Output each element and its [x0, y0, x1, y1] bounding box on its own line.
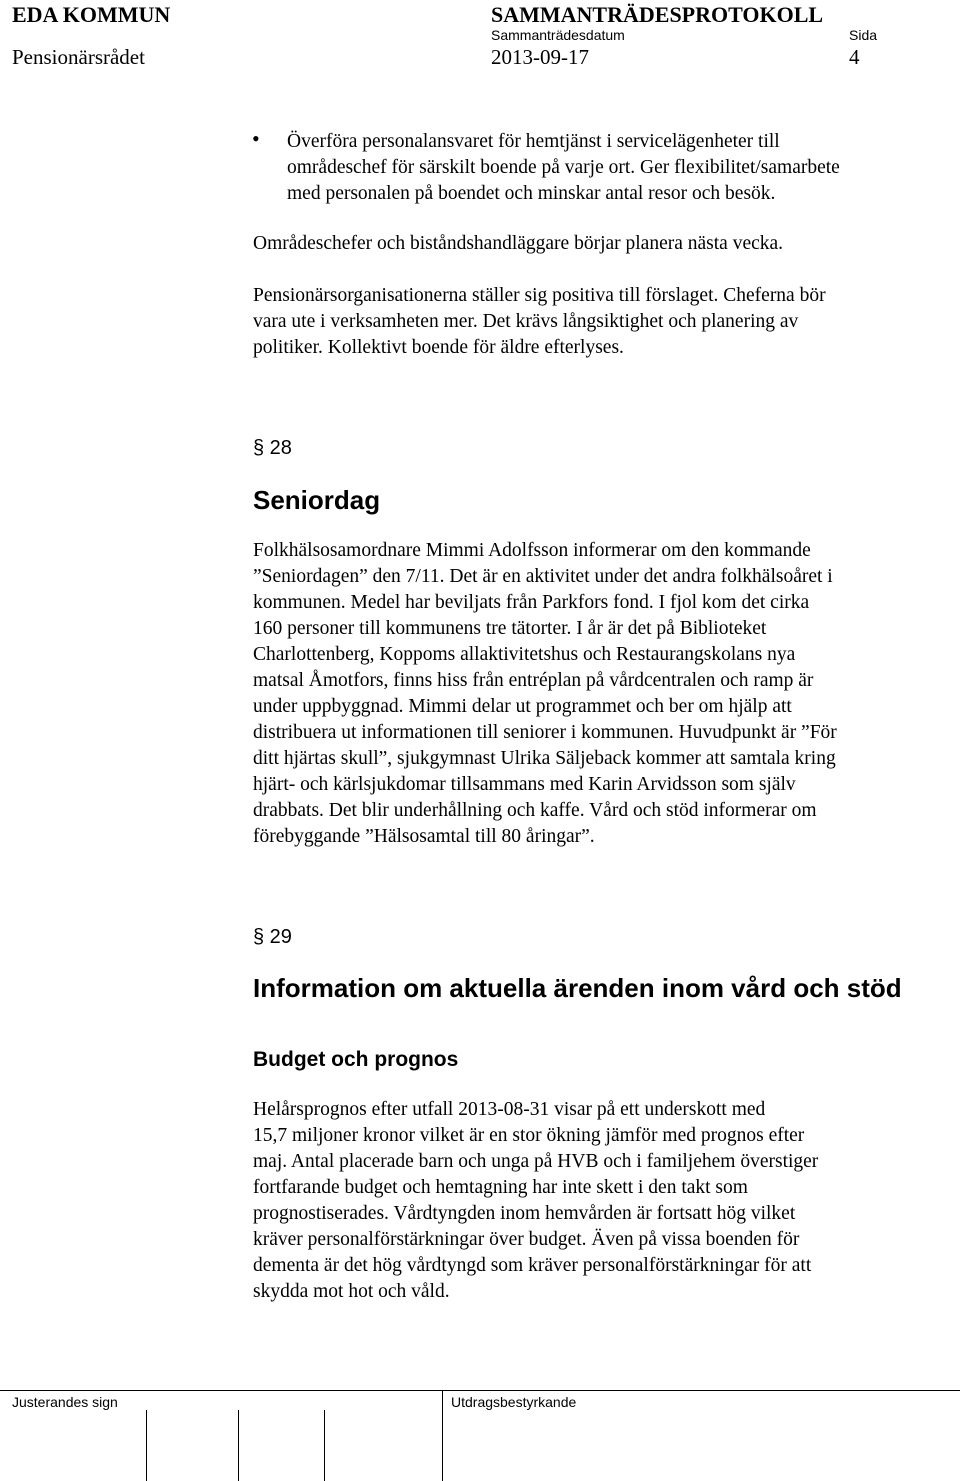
- section-number-28: § 28: [253, 437, 292, 459]
- paragraph-planning: Områdeschefer och biståndshandläggare börjar planera nästa vecka.: [253, 233, 784, 254]
- signature-box-divider-4: [442, 1390, 443, 1481]
- page-label: Sida: [849, 27, 878, 43]
- subsection-title-budget: Budget och prognos: [253, 1048, 459, 1071]
- bullet-marker: •: [252, 126, 260, 151]
- committee-name: Pensionärsrådet: [12, 45, 145, 69]
- section-number-29: § 29: [253, 926, 292, 948]
- section-29-text: Helårsprognos efter utfall 2013-08-31 visar på ett underskott med 15,7 miljoner kronor vilket är en stor ökning jämför med prognos efter maj. Antal placerade barn och unga på HVB och i familjehem överstiger fortfarande budget och hemtagning har inte skett i den takt som prognostiserades. Vårdtyngden inom hemvården är fortsatt hög vilket kräver personalförstärkningar över budget. Även på vissa boenden för dementa är det hög vårdtyngd som kräver personalförstärkningar för att skydda mot hot och våld.: [253, 1099, 819, 1302]
- signature-box-divider-2: [238, 1410, 239, 1481]
- document-type: SAMMANTRÄDESPROTOKOLL: [491, 2, 824, 27]
- page-number: 4: [849, 45, 860, 69]
- footer-divider: [0, 1390, 960, 1391]
- section-28-text: Folkhälsosamordnare Mimmi Adolfsson informerar om den kommande ”Seniordagen” den 7/11. Det är en aktivitet under det andra folkhälsoåret i kommunen. Medel har beviljats från Parkfors fond. I fjol kom det cirka 160 personer till kommunens tre tätorter. I år är det på Biblioteket Charlottenberg, Koppoms allaktivitetshus och Restaurangskolans nya matsal Åmotfors, finns hiss från entréplan på vårdcentralen och ramp är under uppbyggnad. Mimmi delar ut programmet och ber om hjälp att distribuera ut informationen till seniorer i kommunen. Huvudpunkt är ”För ditt hjärtas skull”, sjukgymnast Ulrika Säljeback kommer att samtala kring hjärt- och kärlsjukdomar tillsammans med Karin Arvidsson som själv drabbats. Det blir underhållning och kaffe. Vård och stöd informerar om förebyggande ”Hälsosamtal till 80 åringar”.: [253, 540, 837, 847]
- signature-box-divider-3: [324, 1410, 325, 1481]
- section-title-seniordag: Seniordag: [253, 485, 381, 515]
- signature-label: Justerandes sign: [12, 1394, 118, 1410]
- signature-box-divider-1: [146, 1410, 147, 1481]
- paragraph-organisations: Pensionärsorganisationerna ställer sig positiva till förslaget. Cheferna bör vara ute i verksamheten mer. Det krävs långsiktighet och planering av politiker. Kollektivt boende för äldre efterlyses.: [253, 285, 826, 358]
- section-title-information: Information om aktuella ärenden inom vård och stöd: [253, 973, 902, 1003]
- certification-label: Utdragsbestyrkande: [451, 1394, 577, 1410]
- date-label: Sammanträdesdatum: [491, 27, 625, 43]
- meeting-date: 2013-09-17: [491, 45, 589, 69]
- organization-name: EDA KOMMUN: [12, 2, 171, 27]
- bullet-text: Överföra personalansvaret för hemtjänst i servicelägenheter till områdeschef för särskilt boende på varje ort. Ger flexibilitet/samarbete med personalen på boendet och minskar antal resor och besök.: [287, 131, 840, 204]
